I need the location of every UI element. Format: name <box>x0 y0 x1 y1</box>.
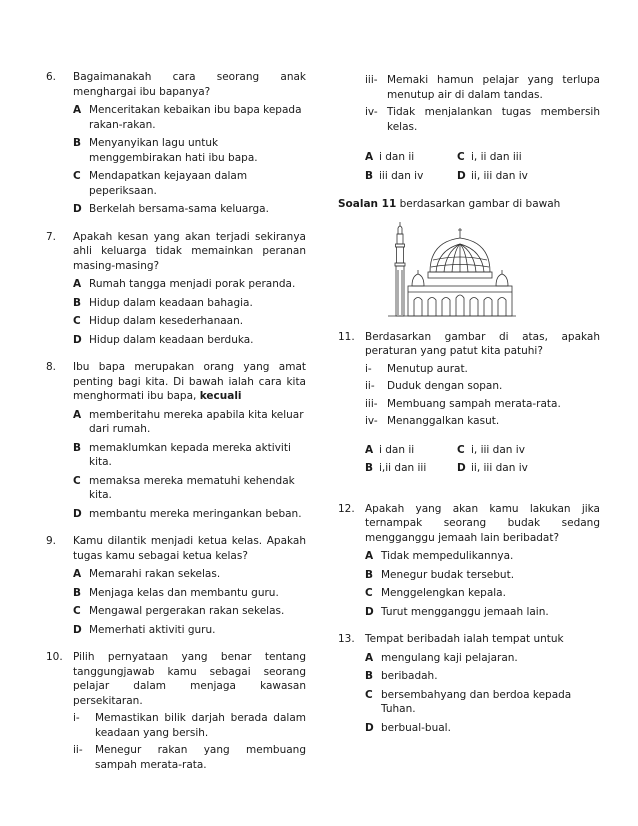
answer-choices <box>365 150 600 165</box>
question-stem: Apakah kesan yang akan terjadi sekiranya ahli keluarga tidak memainkan peranan masing-masing? <box>73 230 306 272</box>
question-6 <box>46 70 306 217</box>
option-b[interactable] <box>73 441 306 470</box>
question-11 <box>338 330 600 476</box>
statement-iii <box>365 73 600 102</box>
option-text: Hidup dalam keadaan bahagia. <box>89 296 253 309</box>
option-letter: D <box>73 203 82 215</box>
statement-iv <box>365 414 600 429</box>
statement-iii <box>365 397 600 412</box>
answer-letter[interactable]: C <box>457 151 465 163</box>
option-letter: C <box>73 605 81 617</box>
question-number: 11. <box>338 330 355 343</box>
left-column <box>46 70 306 785</box>
option-b[interactable] <box>73 296 306 311</box>
option-letter: A <box>73 278 82 290</box>
question-9 <box>46 534 306 637</box>
question-13 <box>338 632 600 735</box>
option-text: Hidup dalam kesederhanaan. <box>89 315 244 327</box>
answer-choices <box>365 443 600 458</box>
answer-choices <box>365 169 600 184</box>
statement-numeral: ii- <box>365 380 375 392</box>
option-letter: A <box>73 408 82 421</box>
question-number: 10. <box>46 651 63 663</box>
mosque-drawing-icon <box>378 220 518 320</box>
option-d[interactable] <box>365 721 600 736</box>
statement-numeral: i- <box>73 712 80 724</box>
option-a[interactable] <box>365 651 600 666</box>
question-stem: Apakah yang akan kamu lakukan jika ternampak seorang budak sedang mengganggu jemaah lain beribadat? <box>365 502 600 544</box>
option-c[interactable] <box>73 314 306 329</box>
option-text: Menegur budak tersebut. <box>381 568 515 581</box>
answer-letter[interactable]: B <box>365 169 374 182</box>
option-text: Berkelah bersama-sama keluarga. <box>89 203 269 215</box>
option-text: Menyanyikan lagu untuk menggembirakan hati ibu bapa. <box>89 137 258 164</box>
question-number: 12. <box>338 502 355 515</box>
option-letter: B <box>73 137 82 149</box>
option-d[interactable] <box>365 605 600 620</box>
option-text: memaksa mereka mematuhi kehendak kita. <box>89 474 295 501</box>
option-text: Menceritakan kebaikan ibu bapa kepada rakan-rakan. <box>89 104 302 131</box>
option-a[interactable] <box>73 103 306 132</box>
option-a[interactable] <box>73 408 306 437</box>
statement-text: Duduk dengan sopan. <box>387 380 503 392</box>
option-letter: D <box>73 333 82 346</box>
option-letter: D <box>73 623 82 636</box>
option-letter: A <box>73 568 82 580</box>
option-c[interactable] <box>365 586 600 601</box>
option-letter: C <box>73 474 81 487</box>
statement-numeral: ii- <box>73 744 83 756</box>
option-letter: B <box>365 568 374 581</box>
option-text: Mengawal pergerakan rakan sekelas. <box>89 605 285 617</box>
answer-letter[interactable]: D <box>457 462 466 474</box>
option-text: Hidup dalam keadaan berduka. <box>89 333 254 346</box>
statement-text: Menanggalkan kasut. <box>387 415 500 427</box>
option-a[interactable] <box>73 277 306 292</box>
right-column <box>338 70 600 748</box>
answer-letter[interactable]: A <box>365 443 374 456</box>
option-b[interactable] <box>73 136 306 165</box>
option-letter: A <box>365 651 374 664</box>
option-letter: C <box>365 587 373 599</box>
option-text: Memarahi rakan sekelas. <box>89 568 221 580</box>
option-b[interactable] <box>365 669 600 684</box>
option-letter: B <box>365 670 374 682</box>
section-heading-bold: Soalan 11 <box>338 198 397 210</box>
option-text: membantu mereka meringankan beban. <box>89 507 302 520</box>
option-d[interactable] <box>73 507 306 522</box>
question-number: 7. <box>46 230 57 243</box>
option-text: Mendapatkan kejayaan dalam peperiksaan. <box>89 170 248 197</box>
question-10 <box>46 650 306 772</box>
question-stem: Bagaimanakah cara seorang anak menghargai ibu bapanya? <box>73 71 306 98</box>
option-letter: D <box>365 721 374 734</box>
statement-text: Menutup aurat. <box>387 362 468 375</box>
option-letter: C <box>73 315 81 327</box>
option-letter: D <box>73 507 82 520</box>
option-a[interactable] <box>73 567 306 582</box>
answer-letter[interactable]: A <box>365 151 374 163</box>
statement-text: Menegur rakan yang membuang sampah merata-rata. <box>95 744 306 771</box>
statement-text: Memastikan bilik darjah berada dalam keadaan yang bersih. <box>95 712 306 739</box>
answer-text[interactable]: i, ii dan iii <box>471 151 522 163</box>
question-10-continued <box>338 73 600 183</box>
statement-ii <box>365 379 600 394</box>
statement-numeral: iv- <box>365 415 378 427</box>
question-number: 13. <box>338 633 355 645</box>
option-letter: A <box>73 104 82 116</box>
question-stem: Kamu dilantik menjadi ketua kelas. Apakah tugas kamu sebagai ketua kelas? <box>73 535 306 562</box>
statement-i <box>365 362 600 377</box>
option-b[interactable] <box>73 586 306 601</box>
answer-choices <box>365 461 600 476</box>
question-8 <box>46 360 306 521</box>
question-7 <box>46 230 306 348</box>
question-stem: Tempat beribadah ialah tempat untuk <box>365 633 564 645</box>
question-stem-text: Ibu bapa merupakan orang yang amat penting bagi kita. Di bawah ialah cara kita menghormati ibu bapa, <box>73 361 306 402</box>
option-letter: C <box>365 688 373 701</box>
option-letter: A <box>365 550 374 562</box>
option-text: memberitahu mereka apabila kita keluar dari rumah. <box>89 408 304 435</box>
question-stem <box>73 360 306 404</box>
answer-text[interactable]: iii dan iv <box>379 169 424 182</box>
option-c[interactable] <box>73 474 306 503</box>
statement-numeral: iii- <box>365 74 378 86</box>
question-12 <box>338 502 600 620</box>
option-text: Memerhati aktiviti guru. <box>89 623 216 636</box>
option-letter: D <box>365 605 374 618</box>
option-b[interactable] <box>365 568 600 583</box>
option-a[interactable] <box>365 549 600 564</box>
option-d[interactable] <box>73 202 306 217</box>
answer-letter[interactable]: C <box>457 443 465 456</box>
option-text: beribadah. <box>381 670 438 682</box>
option-letter: B <box>73 441 82 454</box>
question-stem: Berdasarkan gambar di atas, apakah peraturan yang patut kita patuhi? <box>365 330 600 357</box>
question-number: 6. <box>46 71 57 83</box>
option-text: bersembahyang dan berdoa kepada Tuhan. <box>381 688 572 715</box>
question-number: 9. <box>46 535 57 547</box>
option-text: berbual-bual. <box>381 721 451 734</box>
question-stem: Pilih pernyataan yang benar tentang tanggungjawab kamu sebagai seorang pelajar dalam menjaga kawasan persekitaran. <box>73 651 306 707</box>
statement-numeral: i- <box>365 362 372 375</box>
option-c[interactable] <box>73 169 306 198</box>
option-text: memaklumkan kepada mereka aktiviti kita. <box>89 441 291 468</box>
option-text: Menjaga kelas dan membantu guru. <box>89 586 279 599</box>
option-text: Tidak mempedulikannya. <box>381 550 514 562</box>
statement-ii <box>73 743 306 772</box>
statement-numeral: iii- <box>365 397 378 410</box>
statement-numeral: iv- <box>365 106 378 118</box>
answer-text[interactable]: i,ii dan iii <box>379 462 427 474</box>
option-letter: C <box>73 170 81 182</box>
answer-text[interactable]: i, iii dan iv <box>471 443 525 456</box>
question-stem-emphasis: kecuali <box>199 390 242 402</box>
option-letter: B <box>73 586 82 599</box>
option-text: Menggelengkan kepala. <box>381 587 506 599</box>
option-c[interactable] <box>365 688 600 717</box>
statement-text: Membuang sampah merata-rata. <box>387 397 561 410</box>
answer-letter[interactable]: B <box>365 462 374 474</box>
option-text: mengulang kaji pelajaran. <box>381 651 518 664</box>
option-text: Rumah tangga menjadi porak peranda. <box>89 278 296 290</box>
answer-text[interactable]: i dan ii <box>379 151 415 163</box>
answer-letter[interactable]: D <box>457 169 466 182</box>
answer-text[interactable]: ii, iii dan iv <box>471 169 528 182</box>
option-d[interactable] <box>73 623 306 638</box>
section-heading <box>338 197 600 212</box>
option-text: Turut mengganggu jemaah lain. <box>381 605 549 618</box>
option-letter: B <box>73 296 82 309</box>
question-number: 8. <box>46 361 57 373</box>
statement-text: Memaki hamun pelajar yang terlupa menutup air di dalam tandas. <box>387 74 600 101</box>
answer-text[interactable]: ii, iii dan iv <box>471 462 528 474</box>
answer-text[interactable]: i dan ii <box>379 443 415 456</box>
option-d[interactable] <box>73 333 306 348</box>
section-heading-text: berdasarkan gambar di bawah <box>399 198 561 210</box>
statement-i <box>73 711 306 740</box>
statement-iv <box>365 105 600 134</box>
option-c[interactable] <box>73 604 306 619</box>
statement-text: Tidak menjalankan tugas membersih kelas. <box>387 106 600 133</box>
